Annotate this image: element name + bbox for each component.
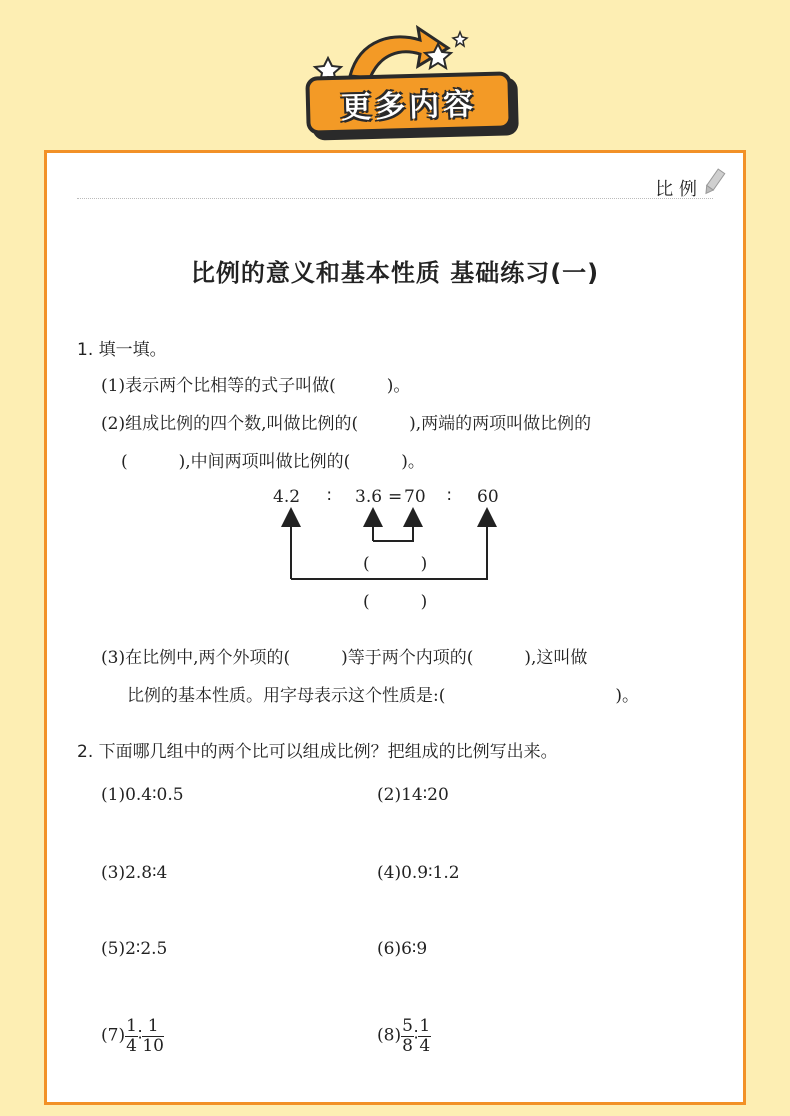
- fraction: [125, 1017, 138, 1055]
- header-divider: [77, 198, 713, 199]
- denominator: 8: [402, 1035, 413, 1056]
- numerator: 1: [419, 1016, 431, 1036]
- numerator: 1: [142, 1017, 164, 1037]
- pencil-icon: [701, 167, 727, 197]
- page-title: 比例的意义和基本性质 基础练习(一): [190, 259, 600, 287]
- worksheet-card: [44, 150, 746, 1105]
- banner-text: 更多内容: [340, 87, 478, 126]
- section-label: 比 例: [655, 179, 697, 200]
- q2-item-7: [101, 1017, 164, 1055]
- question-1-part-2b: ( ),中间两项叫做比例的( )。: [121, 452, 425, 472]
- numerator: 1: [126, 1016, 137, 1036]
- q2-item-8-prefix: (8): [377, 1025, 402, 1046]
- q2-item-2: (2)14∶20: [377, 785, 449, 805]
- outer-terms-blank[interactable]: ( ): [363, 592, 428, 612]
- q2-item-4: (4)0.9∶1.2: [377, 863, 460, 883]
- term-b: 3.6: [355, 487, 383, 507]
- ratio-colon: ∶: [413, 1025, 419, 1046]
- question-2-heading: 2. 下面哪几组中的两个比可以组成比例？把组成的比例写出来。: [77, 742, 558, 762]
- colon-1: ∶: [327, 487, 332, 507]
- q2-item-6: (6)6∶9: [377, 939, 428, 959]
- denominator: 4: [126, 1035, 137, 1056]
- denominator: 10: [142, 1035, 164, 1056]
- q2-item-7-prefix: (7): [101, 1025, 126, 1046]
- q2-item-8: [377, 1017, 431, 1055]
- numerator: 5: [402, 1016, 413, 1036]
- inner-terms-blank[interactable]: ( ): [363, 554, 428, 574]
- question-1-part-3b: 比例的基本性质。用字母表示这个性质是:( )。: [127, 686, 639, 706]
- equals-sign: =: [388, 487, 403, 507]
- question-1-heading: 1. 填一填。: [77, 340, 167, 360]
- proportion-diagram: [267, 483, 547, 617]
- question-1-part-1: (1)表示两个比相等的式子叫做( )。: [101, 376, 411, 396]
- question-1-part-3a: (3)在比例中,两个外项的( )等于两个内项的( ),这叫做: [101, 648, 588, 668]
- colon-2: ∶: [447, 487, 452, 507]
- q2-item-3: (3)2.8∶4: [101, 863, 168, 883]
- term-d: 60: [477, 487, 499, 507]
- fraction: [401, 1017, 414, 1055]
- banner-box: [305, 71, 512, 134]
- term-a: 4.2: [273, 487, 301, 507]
- question-1-part-2a: (2)组成比例的四个数,叫做比例的( ),两端的两项叫做比例的: [101, 414, 592, 434]
- denominator: 4: [419, 1035, 431, 1056]
- term-c: 70: [404, 487, 426, 507]
- more-content-banner[interactable]: [300, 18, 520, 128]
- fraction: [142, 1017, 164, 1055]
- ratio-colon: ∶: [137, 1025, 143, 1046]
- q2-item-1: (1)0.4∶0.5: [101, 785, 184, 805]
- q2-item-5: (5)2∶2.5: [101, 939, 168, 959]
- fraction: [418, 1017, 431, 1055]
